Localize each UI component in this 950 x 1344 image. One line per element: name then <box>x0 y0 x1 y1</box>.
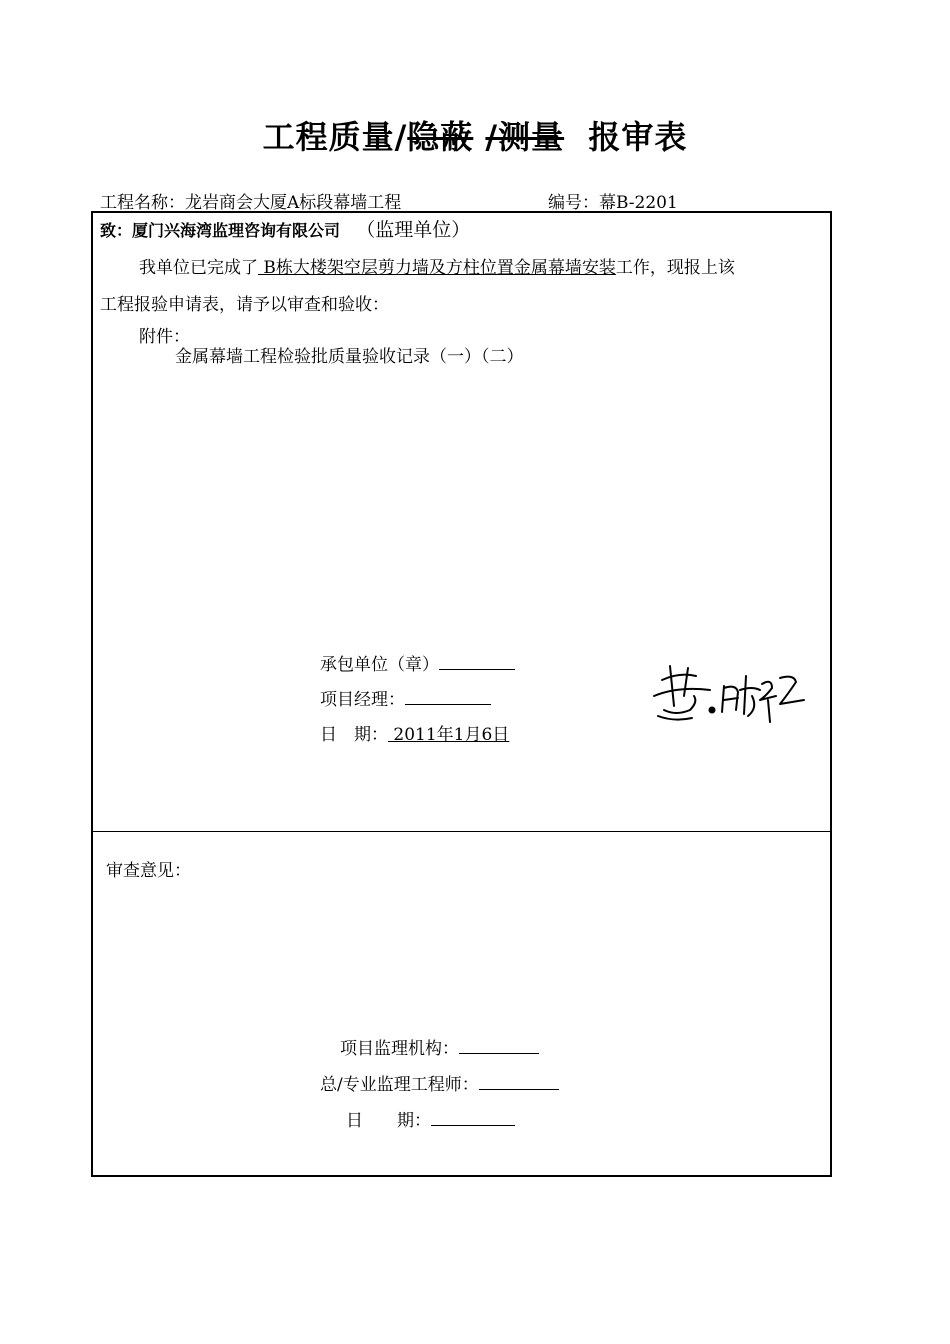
body-lead: 我单位已完成了 <box>139 258 258 278</box>
supervising-engineer-blank <box>479 1073 559 1090</box>
body-tail: 工作，现报上该 <box>615 258 735 278</box>
form-title <box>0 112 950 158</box>
contractor-unit-line <box>320 650 515 675</box>
section-divider <box>91 831 832 832</box>
supervision-org-blank <box>459 1037 539 1054</box>
review-date-line <box>346 1106 515 1131</box>
body-work-item: B栋大楼架空层剪力墙及方柱位置金属幕墙安装 <box>258 258 616 278</box>
supervising-engineer-line <box>320 1070 559 1095</box>
review-date-label: 日 期： <box>346 1111 431 1131</box>
review-opinion-label: 审查意见： <box>106 861 191 881</box>
contractor-unit-label: 承包单位（章） <box>320 655 439 675</box>
project-manager-label: 项目经理： <box>320 690 405 710</box>
body-line-2: 工程报验申请表，请予以审查和验收： <box>100 295 389 315</box>
addressee-org: 厦门兴海湾监理咨询有限公司 <box>132 221 341 240</box>
project-name-label: 工程名称： <box>100 193 185 213</box>
project-manager-blank <box>405 688 491 705</box>
contractor-date-value: 2011年1月6日 <box>388 725 510 745</box>
body-line-1 <box>139 253 735 278</box>
addressee-role: （监理单位） <box>356 219 471 241</box>
project-name-value: 龙岩商会大厦A标段幕墙工程 <box>185 193 402 213</box>
attachment-label: 附件： <box>139 327 190 347</box>
addressee-prefix: 致： <box>100 221 133 240</box>
supervision-org-label: 项目监理机构： <box>340 1039 459 1059</box>
supervising-engineer-label: 总/专业监理工程师： <box>320 1075 479 1095</box>
addressee-line <box>100 215 470 242</box>
form-number-label: 编号： <box>548 193 599 213</box>
contractor-date-line <box>320 720 509 745</box>
contractor-date-label: 日 期： <box>320 725 388 745</box>
title-part-report: 报审表 <box>588 118 688 156</box>
supervision-org-line <box>340 1034 539 1059</box>
project-name <box>100 188 401 213</box>
contractor-unit-blank <box>439 653 515 670</box>
review-date-blank <box>431 1109 515 1126</box>
form-number <box>548 188 678 213</box>
form-number-value: 幕B-2201 <box>599 193 678 213</box>
manager-signature <box>648 656 808 736</box>
title-part-concealed: 隐蔽 <box>407 118 474 156</box>
title-part-quality: 工程质量/ <box>262 118 408 156</box>
attachment-item: 金属幕墙工程检验批质量验收记录（一）（二） <box>175 347 524 367</box>
title-part-survey: /测量 <box>485 118 565 156</box>
project-manager-line <box>320 685 491 710</box>
